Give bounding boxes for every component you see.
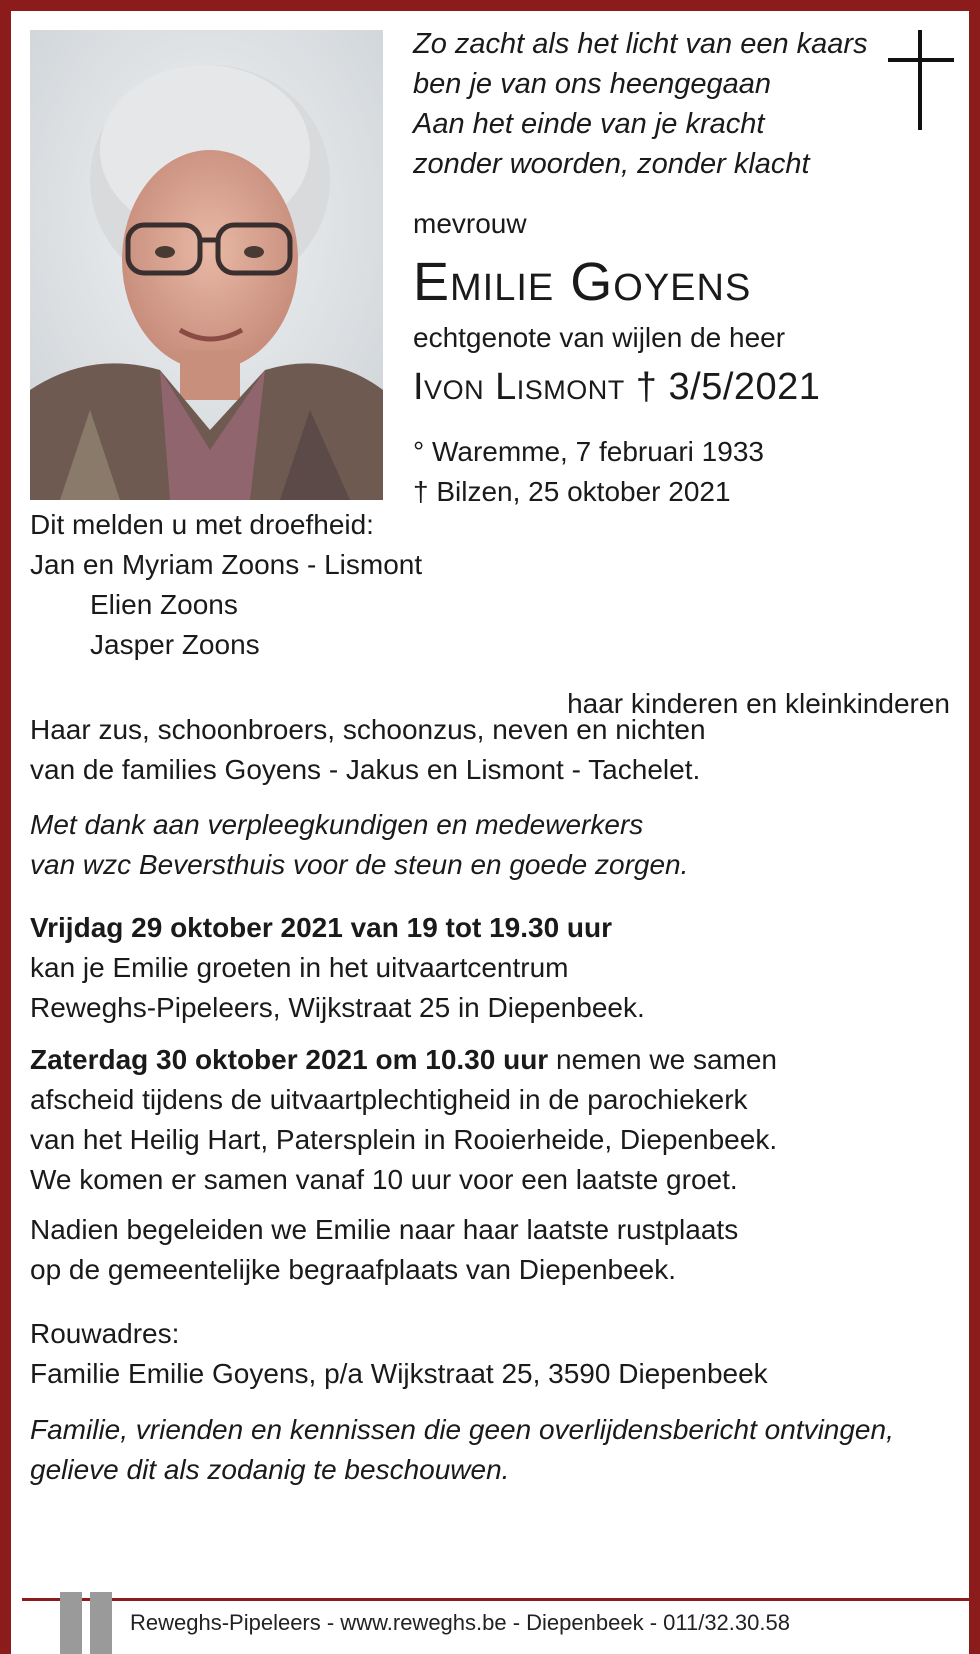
cross-icon bbox=[888, 30, 954, 140]
ceremony-line: afscheid tijdens de uitvaartplechtigheid in de parochiekerk bbox=[30, 1084, 748, 1115]
ceremony-block bbox=[30, 1040, 960, 1200]
visitation-line: Reweghs-Pipeleers, Wijkstraat 25 in Diepenbeek. bbox=[30, 992, 645, 1023]
birth-date: ° Waremme, 7 februari 1933 bbox=[413, 436, 764, 467]
poem-line: ben je van ons heengegaan bbox=[413, 68, 771, 100]
death-date: † Bilzen, 25 oktober 2021 bbox=[413, 476, 731, 507]
ceremony-first-rest: nemen we samen bbox=[548, 1044, 778, 1075]
address-label: Rouwadres: bbox=[30, 1318, 180, 1349]
address-block bbox=[30, 1314, 960, 1394]
closing-line: gelieve dit als zodanig te beschouwen. bbox=[30, 1454, 510, 1485]
address-value: Familie Emilie Goyens, p/a Wijkstraat 25, 3590 Diepenbeek bbox=[30, 1358, 768, 1389]
ceremony-first-line bbox=[30, 1040, 960, 1080]
burial-line: op de gemeentelijke begraafplaats van Diepenbeek. bbox=[30, 1254, 677, 1285]
grandchild-name: Elien Zoons bbox=[90, 589, 238, 620]
children-names: Jan en Myriam Zoons - Lismont bbox=[30, 549, 423, 580]
closing-line: Familie, vrienden en kennissen die geen overlijdensbericht ontvingen, bbox=[30, 1414, 894, 1445]
honorific: mevrouw bbox=[413, 208, 527, 239]
poem-line: zonder woorden, zonder klacht bbox=[413, 148, 810, 180]
thanks-line: Met dank aan verpleegkundigen en medewerkers bbox=[30, 809, 644, 840]
spouse-prefix: echtgenote van wijlen de heer bbox=[413, 322, 786, 353]
family-line: van de families Goyens - Jakus en Lismont - Tachelet. bbox=[30, 754, 701, 785]
deceased-name: Emilie Goyens bbox=[413, 252, 752, 312]
announcement bbox=[30, 505, 960, 665]
poem-line: Aan het einde van je kracht bbox=[413, 108, 765, 140]
burial-line: Nadien begeleiden we Emilie naar haar laatste rustplaats bbox=[30, 1214, 739, 1245]
thanks-line: van wzc Beversthuis voor de steun en goede zorgen. bbox=[30, 849, 689, 880]
family-block bbox=[30, 710, 960, 790]
relation-label: haar kinderen en kleinkinderen bbox=[567, 688, 950, 719]
family-line: Haar zus, schoonbroers, schoonzus, neven en nichten bbox=[30, 714, 706, 745]
grandchild-name: Jasper Zoons bbox=[90, 629, 260, 660]
closing-block bbox=[30, 1410, 960, 1490]
poem-line: Zo zacht als het licht van een kaars bbox=[413, 28, 868, 60]
ceremony-line: van het Heilig Hart, Patersplein in Rooierheide, Diepenbeek. bbox=[30, 1124, 778, 1155]
visitation-block bbox=[30, 908, 960, 1028]
memorial-poem bbox=[413, 24, 883, 184]
life-dates bbox=[413, 432, 764, 512]
thanks-block bbox=[30, 805, 960, 885]
ceremony-date: Zaterdag 30 oktober 2021 om 10.30 uur bbox=[30, 1044, 549, 1075]
funeral-home-logo-icon bbox=[60, 1588, 115, 1654]
visitation-line: kan je Emilie groeten in het uitvaartcentrum bbox=[30, 952, 569, 983]
visitation-date: Vrijdag 29 oktober 2021 van 19 tot 19.30 uur bbox=[30, 912, 613, 943]
footer-divider bbox=[22, 1598, 969, 1601]
portrait-photo bbox=[30, 30, 383, 500]
spouse-name: Ivon Lismont † 3/5/2021 bbox=[413, 366, 821, 408]
announce-intro: Dit melden u met droefheid: bbox=[30, 509, 374, 540]
burial-block bbox=[30, 1210, 960, 1290]
footer-contact: Reweghs-Pipeleers - www.reweghs.be - Diepenbeek - 011/32.30.58 bbox=[130, 1610, 790, 1635]
ceremony-line: We komen er samen vanaf 10 uur voor een laatste groet. bbox=[30, 1164, 738, 1195]
